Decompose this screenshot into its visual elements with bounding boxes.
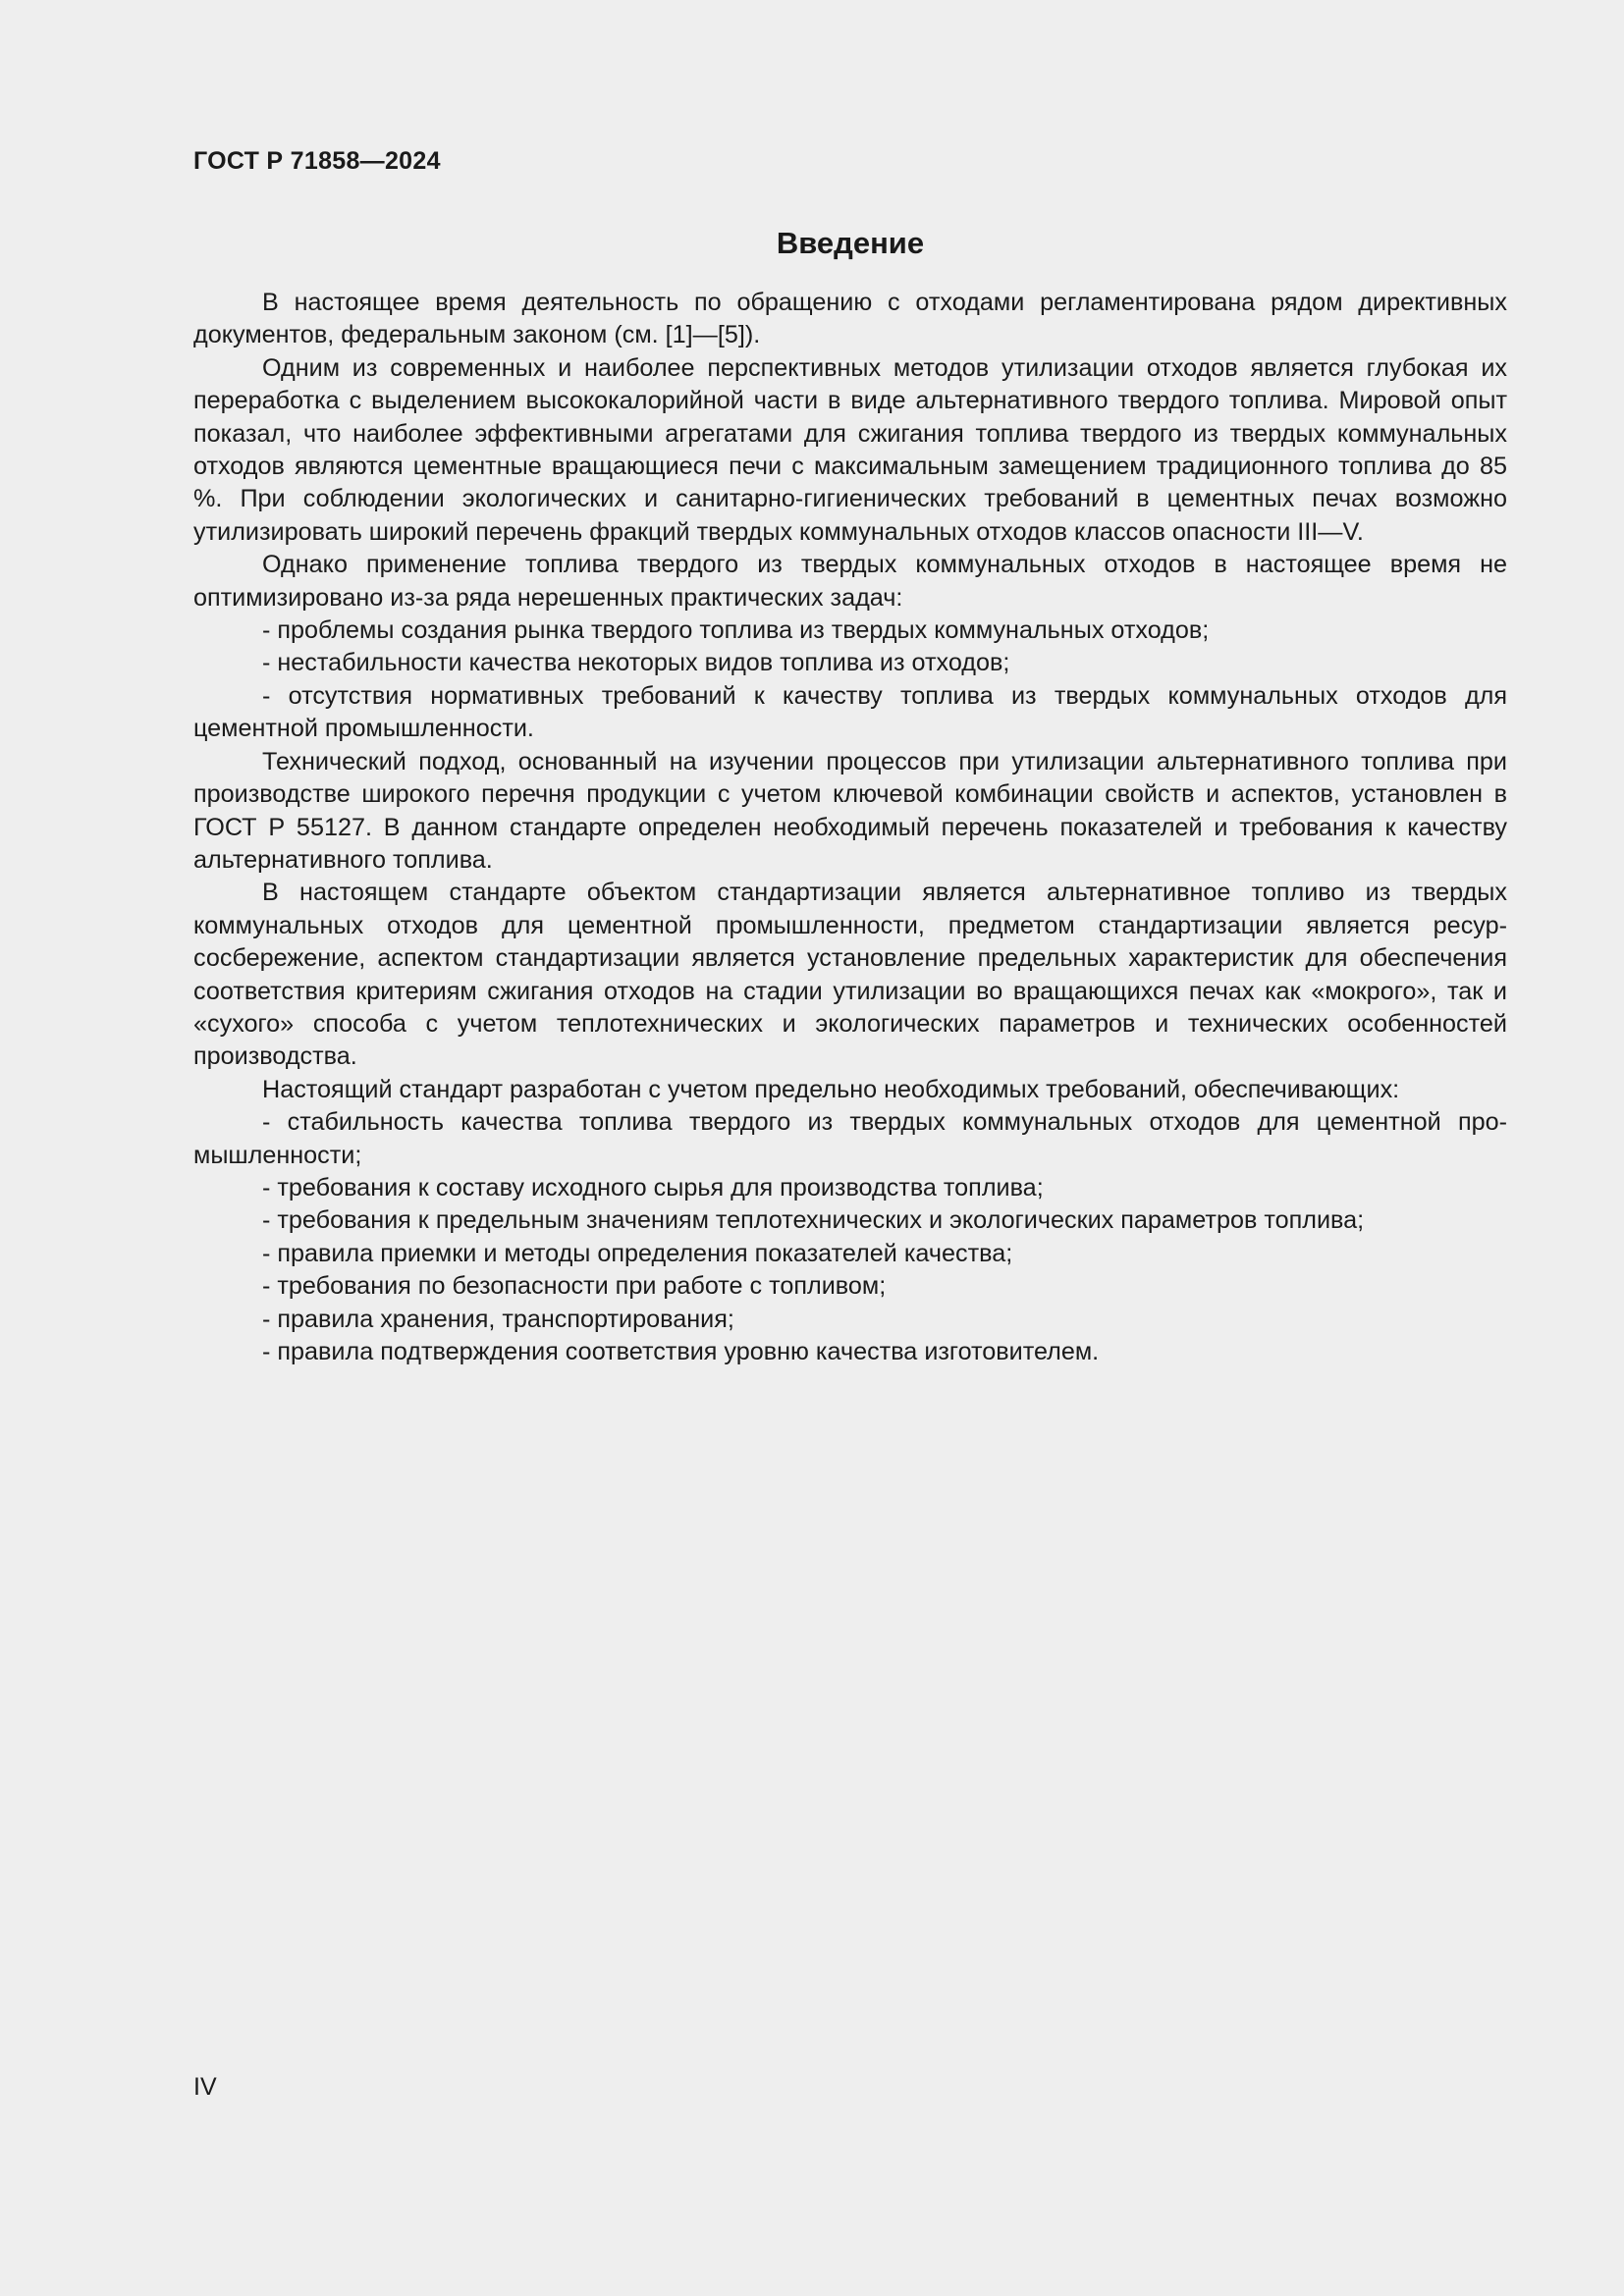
- document-header-number: ГОСТ Р 71858—2024: [193, 147, 441, 175]
- list-item: - правила приемки и методы определения показателей качества;: [262, 1239, 1013, 1267]
- list-item: - отсутствия нормативных требований к качеству топлива из твердых коммунальных отходов для цементной промышленности.: [193, 681, 1507, 743]
- list-item: - требования по безопасности при работе с топливом;: [262, 1272, 887, 1301]
- list-item: - проблемы создания рынка твердого топлива из твердых коммунальных отходов;: [262, 616, 1210, 645]
- paragraph: Однако применение топлива твердого из твердых коммунальных отходов в настоящее время не оптимизировано из-за ряда нерешенных практических задач:: [193, 551, 1507, 612]
- list-item: - нестабильности качества некоторых видов топлива из отходов;: [262, 649, 1010, 677]
- list-item: - требования к предельным значениям теплотехнических и экологических параметров топлива;: [262, 1206, 1365, 1235]
- paragraph: Одним из современных и наиболее перспективных методов утилизации отходов является глубокая их переработка с выделением высококалорийной части в виде альтернативного твердого топлива. Мировой опыт показал, что наиболее эффективными агрегатами для сжигания топлива твердого из твердых коммунальных отходов являются цементные вращающиеся печи с максимальным замещением традиционного топлива до 85 %. При соблюдении экологических и санитарно-гигиенических требований в цементных печах возможно утилизировать широкий перечень фракций твердых коммунальных отходов классов опасности III—V.: [193, 353, 1507, 546]
- list-item: - правила хранения, транспортирования;: [262, 1305, 734, 1333]
- paragraph: В настоящем стандарте объектом стандартизации является альтернативное топливо из твердых коммунальных отходов для цементной промышленности, предметом стандартизации является ресурсосбережение, аспектом стандартизации является установление предельных характеристик для обеспечения соответствия критериям сжигания отходов на стадии утилизации во вращающихся печах как «мокрого», так и «сухого» способа с учетом теплотехнических и экологических параметров и технических особенностей производства.: [193, 879, 1507, 1071]
- paragraph: Технический подход, основанный на изучении процессов при утилизации альтернативного топлива при производстве широкого перечня продукции с учетом ключевой комбинации свойств и аспектов, установлен в ГОСТ Р 55127. В данном стандарте определен необходимый перечень показателей и требования к качеству альтернативного топлива.: [193, 747, 1507, 874]
- paragraph: Настоящий стандарт разработан с учетом предельно необходимых требований, обеспечивающих:: [262, 1075, 1400, 1103]
- list-item: - требования к составу исходного сырья для производства топлива;: [262, 1173, 1044, 1201]
- page-number: IV: [193, 2073, 217, 2101]
- list-item: - стабильность качества топлива твердого из твердых коммунальных отходов для цементной промышленности;: [193, 1108, 1507, 1169]
- section-body: [193, 287, 1507, 1368]
- section-title: Введение: [776, 226, 925, 260]
- list-item: - правила подтверждения соответствия уровню качества изготовителем.: [262, 1338, 1100, 1365]
- paragraph: В настоящее время деятельность по обращению с отходами регламентирована рядом директивных документов, федеральным законом (см. [1]—[5]).: [193, 289, 1507, 349]
